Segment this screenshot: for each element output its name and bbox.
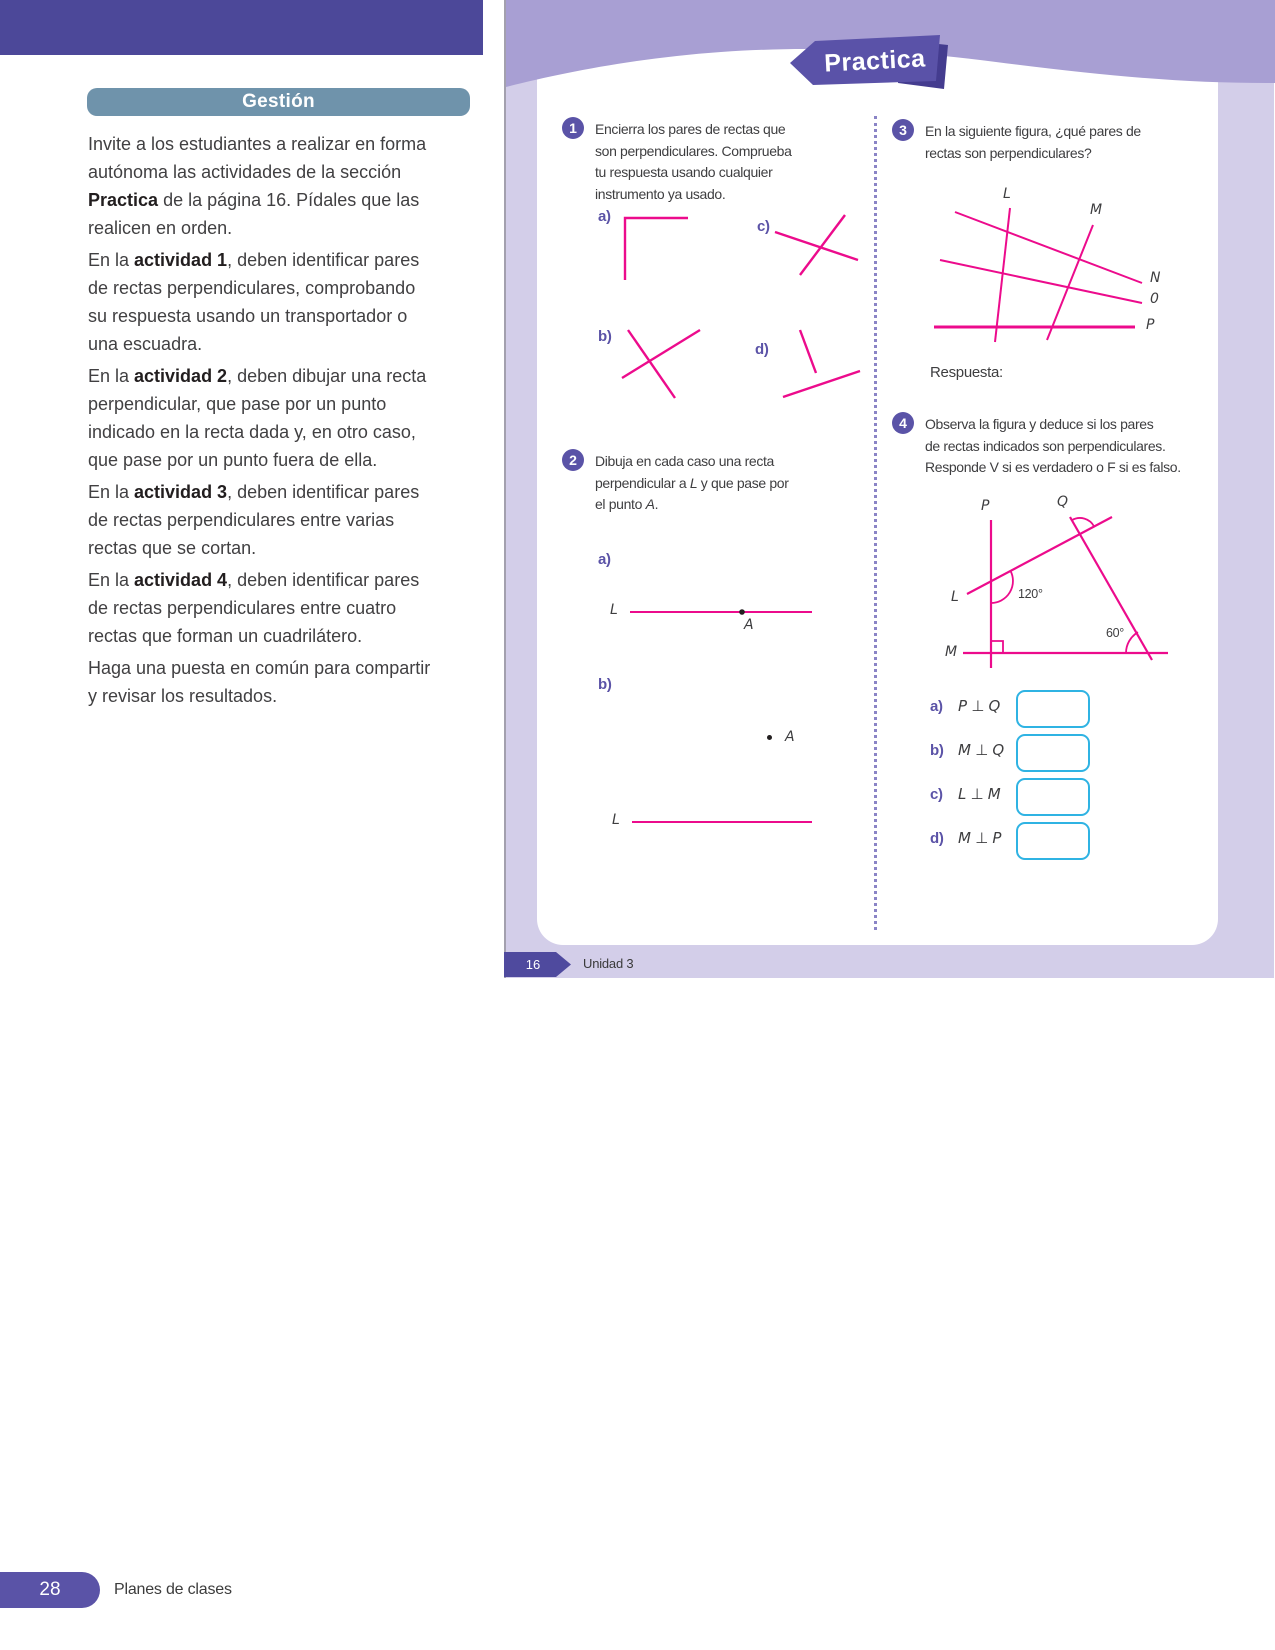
activity-2-number-badge: 2 — [562, 449, 584, 471]
point-A-label-a: A — [744, 617, 754, 633]
activity-4-number-badge: 4 — [892, 412, 914, 434]
item-a-answer-box[interactable] — [1016, 690, 1090, 728]
line-O-label: 0 — [1150, 291, 1159, 307]
paragraph-activity-1: En la actividad 1, deben identificar pares de rectas perpendiculares, comprobando su respuesta usando un transportador o una escuadra. — [88, 250, 420, 354]
paragraph-intro: Invite a los estudiantes a realizar en forma autónoma las actividades de la sección Practica de la página 16. Pídales que las realicen en orden. — [88, 134, 427, 238]
activity-2a-figure — [600, 600, 830, 630]
item-d-answer-box[interactable] — [1016, 822, 1090, 860]
item-b-statement: M ⊥ Q — [958, 741, 1004, 759]
top-accent-bar — [0, 0, 483, 55]
figure4-M-label: M — [945, 644, 958, 660]
activity-3-figure — [925, 180, 1180, 355]
angle-60-label: 60° — [1106, 626, 1125, 640]
angle-arc-60 — [1126, 632, 1138, 653]
item-a-statement: P ⊥ Q — [958, 697, 1000, 715]
line-L — [967, 517, 1112, 594]
item-d-statement: M ⊥ P — [958, 829, 1002, 847]
paragraph-activity-4: En la actividad 4, deben identificar pares de rectas perpendiculares entre cuatro rectas que forman un cuadrilátero. — [88, 570, 420, 646]
point-A-dot-a — [739, 609, 745, 615]
point-A-label-b: A — [785, 729, 795, 745]
figure-d-line-2 — [783, 371, 860, 397]
point-A-dot-b — [767, 735, 772, 740]
item-b-label: b) — [930, 742, 944, 759]
item-c-label: c) — [930, 786, 943, 803]
activity-2-instruction: Dibuja en cada caso una recta perpendicular a L y que pase por el punto A. — [595, 453, 789, 512]
figure4-Q-label: Q — [1057, 494, 1069, 510]
figure-c-line-1 — [775, 232, 858, 260]
page-number-pill: 28 — [0, 1572, 100, 1608]
activity-1-figures — [590, 195, 880, 410]
left-column — [88, 130, 474, 714]
line-M — [1047, 225, 1093, 340]
paragraph-activity-2: En la actividad 2, deben dibujar una recta perpendicular, que pase por un punto indicado en la recta dada y, en otro caso, que pase por un punto fuera de ella. — [88, 366, 427, 470]
activity-1-label-d: d) — [755, 341, 769, 358]
respuesta-label: Respuesta: — [930, 364, 1003, 381]
line-N — [955, 212, 1142, 283]
figure-d-line-1 — [800, 330, 816, 373]
line-N-label: N — [1150, 270, 1161, 286]
item-b-answer-box[interactable] — [1016, 734, 1090, 772]
unit-label: Unidad 3 — [583, 956, 634, 971]
activity-2b-figure — [625, 814, 820, 830]
right-angle-mark — [991, 641, 1003, 653]
figure-a-right-angle-lines — [625, 218, 688, 280]
paragraph-closing: Haga una puesta en común para compartir y revisar los resultados. — [88, 658, 431, 706]
worksheet-page-number: 16 — [525, 957, 541, 972]
figure4-P-label: P — [981, 498, 990, 514]
figure4-L-label: L — [951, 589, 959, 605]
line-M-label: M — [1090, 202, 1103, 218]
figure-c-line-2 — [800, 215, 845, 275]
practica-tab — [790, 32, 955, 92]
activity-1-label-a: a) — [598, 208, 611, 225]
paragraph-activity-3: En la actividad 3, deben identificar pares de rectas perpendiculares entre varias rectas que se cortan. — [88, 482, 420, 558]
activity-3-instruction: En la siguiente figura, ¿qué pares de rectas son perpendiculares? — [925, 123, 1141, 161]
page-footer-label: Planes de clases — [114, 1581, 232, 1598]
gestion-header: Gestión — [87, 88, 470, 116]
line-O — [940, 260, 1142, 303]
item-d-label: d) — [930, 830, 944, 847]
activity-2-label-b: b) — [598, 676, 612, 693]
activity-1-label-b: b) — [598, 328, 612, 345]
line-L-label: L — [1003, 186, 1011, 202]
activity-2-label-a: a) — [598, 551, 611, 568]
activity-1-number-badge: 1 — [562, 117, 584, 139]
activity-4-instruction: Observa la figura y deduce si los pares de rectas indicados son perpendiculares. Responde V si es verdadero o F si es falso. — [925, 416, 1181, 475]
item-a-label: a) — [930, 698, 943, 715]
activity-4-figure — [920, 495, 1180, 675]
figure-b-line-1 — [628, 330, 675, 398]
line-L-label-b: L — [612, 812, 620, 828]
line-P-label: P — [1146, 317, 1155, 333]
angle-120-label: 120° — [1018, 587, 1043, 601]
activity-1-label-c: c) — [757, 218, 770, 235]
practica-tab-label: Practica — [823, 44, 927, 78]
activity-3-number-badge: 3 — [892, 119, 914, 141]
line-L-label-a: L — [610, 602, 618, 618]
item-c-answer-box[interactable] — [1016, 778, 1090, 816]
activity-1-instruction: Encierra los pares de rectas que son perpendiculares. Comprueba tu respuesta usando cualquier instrumento ya usado. — [595, 121, 792, 202]
worksheet-page-tag — [504, 951, 574, 978]
item-c-statement: L ⊥ M — [958, 785, 1001, 803]
